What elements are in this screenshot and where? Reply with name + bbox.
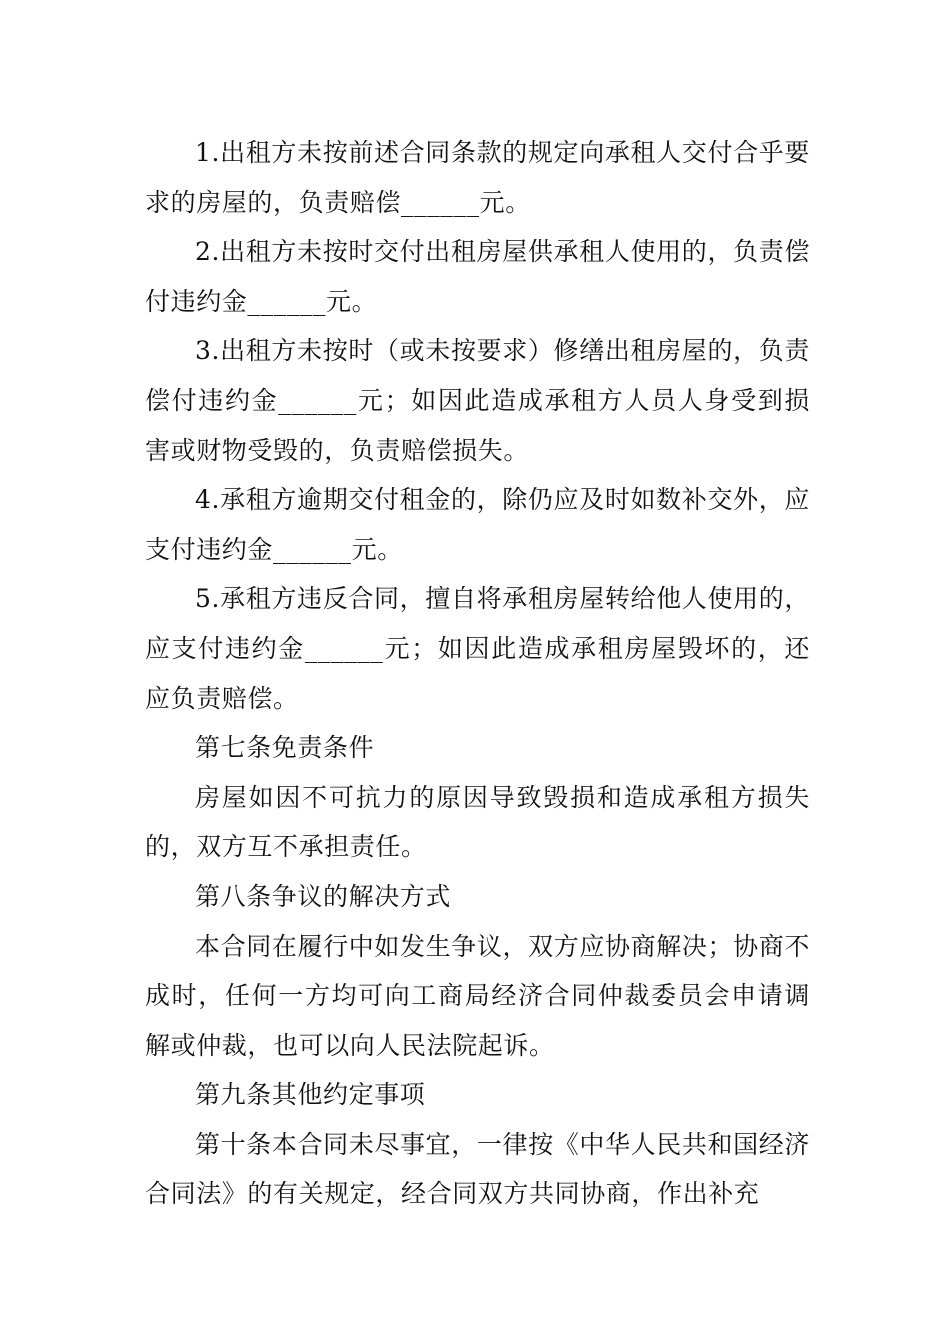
document-body (145, 128, 810, 1219)
clause-item-2: 2.出租方未按时交付出租房屋供承租人使用的，负责偿付违约金______元。 (145, 237, 810, 316)
article-7-heading: 第七条免责条件 (195, 733, 375, 763)
clause-item-4: 4.承租方逾期交付租金的，除仍应及时如数补交外，应支付违约金______元。 (145, 485, 810, 564)
article-7-body: 房屋如因不可抗力的原因导致毁损和造成承租方损失的，双方互不承担责任。 (145, 782, 810, 862)
clause-item-3: 3.出租方未按时（或未按要求）修缮出租房屋的，负责偿付违约金______元；如因此造成承租方人员人身受到损害或财物受毁的，负责赔偿损失。 (145, 336, 810, 465)
article-10-body: 第十条本合同未尽事宜，一律按《中华人民共和国经济合同法》的有关规定，经合同双方共同协商，作出补充 (145, 1129, 810, 1209)
article-8-body: 本合同在履行中如发生争议，双方应协商解决；协商不成时，任何一方均可向工商局经济合同仲裁委员会申请调解或仲裁，也可以向人民法院起诉。 (145, 931, 810, 1060)
article-8-heading: 第八条争议的解决方式 (195, 881, 452, 911)
clause-item-1: 1.出租方未按前述合同条款的规定向承租人交付合乎要求的房屋的，负责赔偿______元。 (145, 138, 810, 217)
clause-item-5: 5.承租方违反合同，擅自将承租房屋转给他人使用的，应支付违约金______元；如因此造成承租房屋毁坏的，还应负责赔偿。 (145, 584, 810, 713)
article-9-heading: 第九条其他约定事项 (195, 1080, 426, 1110)
